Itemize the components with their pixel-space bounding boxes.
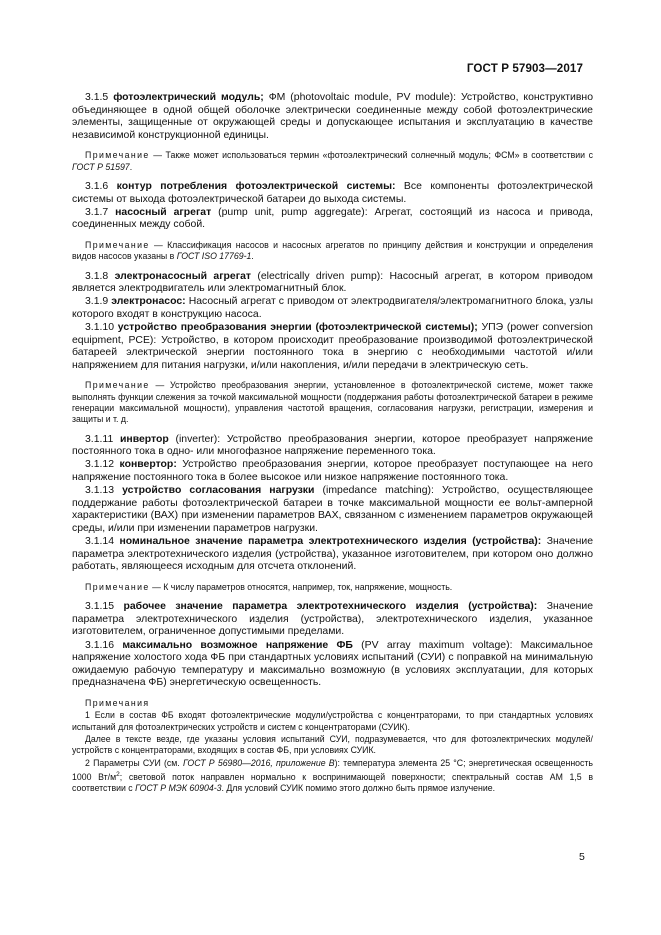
term-3-1-12 xyxy=(72,459,593,484)
note-3-1-10 xyxy=(72,380,593,425)
note-label: Примечание xyxy=(85,239,150,250)
term-title: устройство согласования нагрузки xyxy=(122,485,315,497)
note-reference: ГОСТ ISO 17769-1 xyxy=(176,251,252,262)
term-title: номинальное значение параметра электротехнического изделия (устройства): xyxy=(119,536,542,548)
term-definition: Значение параметра электротехнического изделия (устройства), указанное изготовителем, при котором оно должно работать, являющееся исходным для отсчета отклонений. xyxy=(72,536,593,573)
term-number: 3.1.14 xyxy=(85,536,115,548)
term-number: 3.1.7 xyxy=(85,206,109,218)
term-title: устройство преобразования энергии (фотоэлектрической системы); xyxy=(117,322,478,334)
term-definition: (PV array maximum voltage): Максимальное напряжение холостого хода ФБ при стандартных условиях испытаний (СУИ) с поправкой на минимальную ожидаемую рабочую температуру и максимально возможную (в условиях эксплуатации, для которых предназначена ФБ) энергетическую освещенность. xyxy=(72,639,593,689)
term-3-1-11 xyxy=(72,434,593,459)
note-3-1-14 xyxy=(72,582,593,593)
term-3-1-14 xyxy=(72,536,593,574)
term-3-1-6 xyxy=(72,181,593,206)
note-text: — Устройство преобразования энергии, установленное в фотоэлектрической системе, может также выполнять функции слежения за точкой максимальной мощности (поддержания работы фотоэлектрической батареи в режиме генерации максимальной мощности), управления частотой вращения, согласования нагрузки, регистрации, измерения и защиты и т. д. xyxy=(72,380,593,425)
note-2-reference: ГОСТ Р 56980—2016, приложение В xyxy=(182,757,335,768)
superscript: 2 xyxy=(116,770,120,778)
note-2-reference: ГОСТ Р МЭК 60904-3 xyxy=(135,783,222,793)
notes-heading-label: Примечания xyxy=(85,698,150,709)
term-definition: Значение параметра электротехнического изделия (устройства), электротехнического изделия, указанное изготовителем, ограниченное допустимыми пределами. xyxy=(72,601,593,638)
term-definition: Все компоненты фотоэлектрической системы от выхода фотоэлектрической батареи до выхода системы. xyxy=(72,180,593,205)
term-number: 3.1.9 xyxy=(85,296,109,308)
note-2-text: 2 Параметры СУИ (см. xyxy=(85,757,183,768)
term-3-1-15 xyxy=(72,601,593,639)
page-number: 5 xyxy=(579,851,585,863)
term-title: инвертор xyxy=(119,433,169,445)
term-title: конвертор: xyxy=(119,459,177,471)
term-3-1-16 xyxy=(72,640,593,690)
note-3-1-5 xyxy=(72,150,593,173)
term-3-1-13 xyxy=(72,485,593,535)
term-number: 3.1.13 xyxy=(85,485,115,497)
term-definition: (pump unit, pump aggregate): Агрегат, состоящий из насоса и привода, соединенных между собой. xyxy=(72,206,594,231)
term-definition: УПЭ (power conversion equipment, PCE): Устройство, в котором происходит преобразование производимой фотоэлектрической батареей электрической энергии постоянного тока в энергию с необходимыми частотой и/или напряжением для питания нагрузки, и/или накопления, и/или передачи в электрическую сеть. xyxy=(72,322,593,371)
note-tail: . xyxy=(129,161,133,172)
note-text: — Также может использоваться термин «фотоэлектрический солнечный модуль; ФСМ» в соответствии с xyxy=(149,150,593,161)
term-definition: ФМ (photovoltaic module, PV module): Устройство, конструктивно объединяющее в одной общей оболочке электрически соединенные между собой фотоэлектрические элементы, защищенные от окружающей среды и допускающее испытания и эксплуатацию в качестве независимой конструкционной единицы. xyxy=(72,92,593,141)
note-2 xyxy=(72,758,593,795)
note-tail: . xyxy=(251,251,254,262)
term-3-1-10 xyxy=(72,322,593,372)
term-title: рабочее значение параметра электротехнического изделия (устройства): xyxy=(123,601,538,613)
document-standard-header: ГОСТ Р 57903—2017 xyxy=(466,62,583,75)
note-1: 1 Если в состав ФБ входят фотоэлектрические модули/устройства с концентраторами, то при стандартных условиях испытаний для фотоэлектрических устройств и систем с концентраторами (СУИК). xyxy=(72,710,593,732)
term-3-1-7 xyxy=(72,207,593,232)
term-3-1-9 xyxy=(72,296,593,321)
term-3-1-5 xyxy=(72,92,593,142)
term-number: 3.1.15 xyxy=(85,601,115,613)
note-2-text: ; световой поток направлен нормально к воспринимающей поверхности; спектральный состав АМ 1,5 в соответствии с xyxy=(72,771,593,793)
note-1-continued: Далее в тексте везде, где указаны условия испытаний СУИ, подразумевается, что для фотоэлектрических модулей/устройств с концентраторами, входящих в состав ФБ, при условиях СУИК. xyxy=(72,733,593,756)
term-number: 3.1.16 xyxy=(85,639,115,651)
term-number: 3.1.12 xyxy=(85,459,115,471)
notes-heading xyxy=(72,698,593,709)
term-definition: Насосный агрегат с приводом от электродвигателя/электромагнитного блока, узлы которого входят в конструкцию насоса. xyxy=(72,296,593,320)
term-number: 3.1.11 xyxy=(85,433,114,445)
note-label: Примечание xyxy=(85,150,150,161)
term-definition: Устройство преобразования энергии, которое преобразует поступающее на него напряжение постоянного тока в более высокое или низкое напряжение постоянного тока. xyxy=(72,459,593,484)
term-3-1-8 xyxy=(72,271,593,296)
term-title: контур потребления фотоэлектрической системы: xyxy=(116,180,396,192)
note-reference: ГОСТ Р 51597 xyxy=(72,161,130,172)
term-title: фотоэлектрический модуль; xyxy=(113,92,264,103)
term-number: 3.1.8 xyxy=(85,270,109,282)
note-3-1-7 xyxy=(72,240,593,263)
term-number: 3.1.5 xyxy=(85,92,109,103)
term-definition: (electrically driven pump): Насосный агрегат, в котором приводом является электродвигатель или электромагнитный блок. xyxy=(72,270,593,295)
note-text: — К числу параметров относятся, например, ток, напряжение, мощность. xyxy=(149,581,453,592)
note-text: — Классификация насосов и насосных агрегатов по принципу действия и конструкции и определения видов насосов указаны в xyxy=(72,239,593,262)
term-definition: (inverter): Устройство преобразования энергии, которое преобразует напряжение постоянного тока в одно- или многофазное напряжение переменного тока. xyxy=(72,433,593,458)
term-title: электронасос: xyxy=(111,296,186,308)
term-number: 3.1.6 xyxy=(85,180,109,192)
document-body xyxy=(72,92,593,794)
note-2-text: ): температура элемента 25 °С; энергетическая освещенность 1000 Вт/м xyxy=(72,757,593,782)
term-number: 3.1.10 xyxy=(85,322,115,334)
term-title: максимально возможное напряжение ФБ xyxy=(122,639,353,651)
note-label: Примечание xyxy=(85,380,150,391)
term-title: электронасосный агрегат xyxy=(114,270,251,282)
note-2-text: . Для условий СУИК помимо этого должно быть прямое излучение. xyxy=(221,783,496,793)
note-label: Примечание xyxy=(85,581,150,592)
term-title: насосный агрегат xyxy=(115,206,212,218)
term-definition: (impedance matching): Устройство, осуществляющее поддержание работы фотоэлектрической батареи в точке максимальной мощности ее вольт-амперной характеристики (ВАХ) при изменении параметров ВАХ, связанном с изменением параметров окружающей среды, и/или при изменении параметров нагрузки. xyxy=(72,485,594,534)
